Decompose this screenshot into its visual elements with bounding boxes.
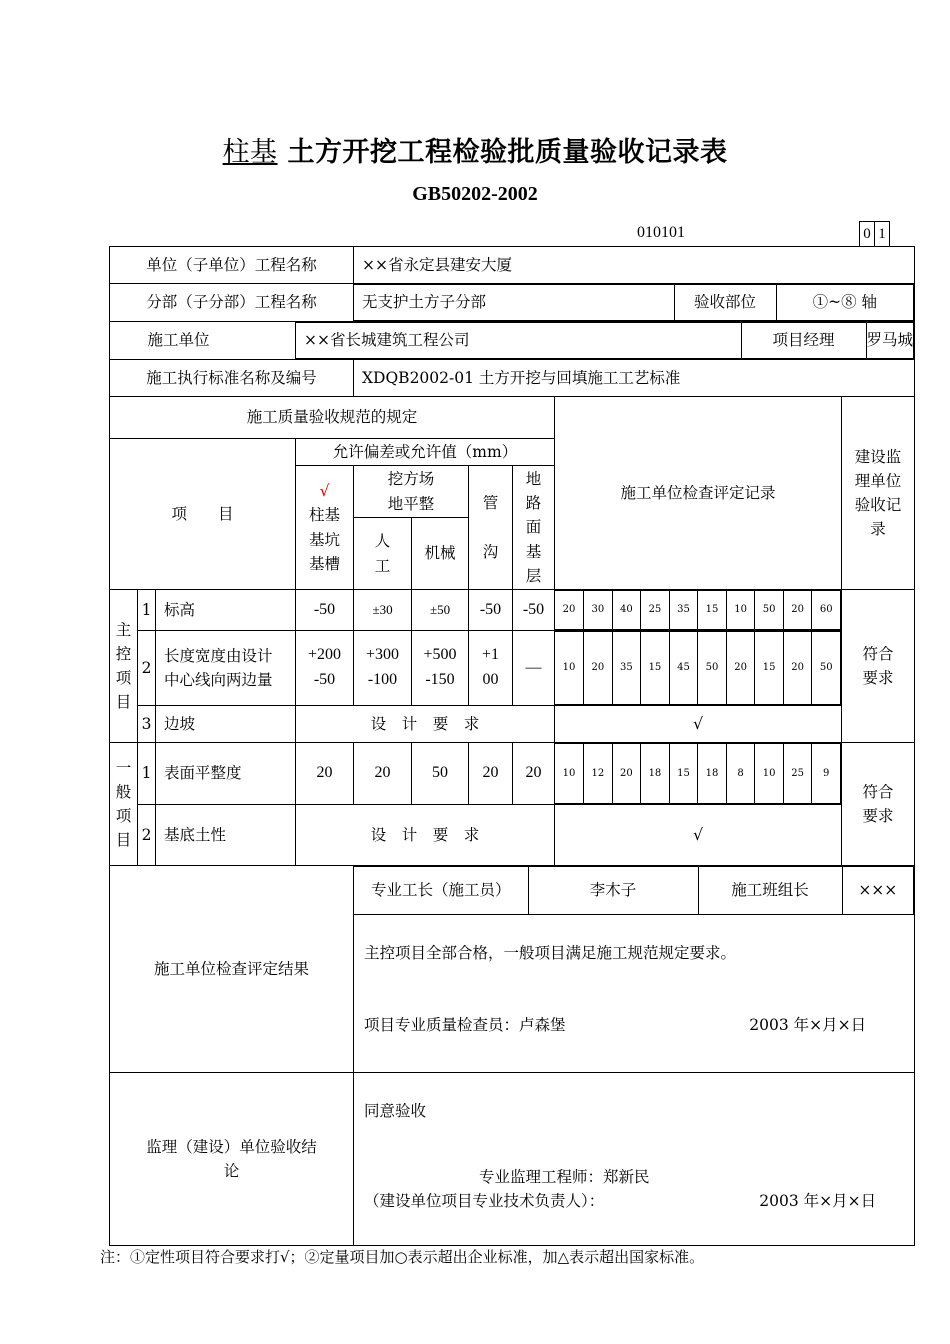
record-value: 15 [669, 744, 698, 804]
tolerance-value: +200 -50 [296, 631, 354, 706]
check-mark: √ [319, 482, 330, 501]
record-header: 施工单位检查评定记录 [555, 397, 842, 590]
item-name: 标高 [156, 590, 296, 631]
record-value: 10 [726, 591, 755, 630]
general-result: 符合 要求 [842, 743, 915, 866]
record-check: √ [555, 805, 842, 866]
contractor-eval-label: 施工单位检查评定结果 [110, 866, 354, 1073]
item-name: 边坡 [156, 706, 296, 743]
pm-label: 项目经理 [741, 323, 866, 359]
col-pipe-header: 管 沟 [469, 466, 513, 590]
record-value: 35 [612, 632, 641, 705]
exec-std-value: XDQB2002-01 土方开挖与回填施工工艺标准 [354, 360, 915, 397]
owner-label: （建设单位项目专业技术负责人）： [364, 1192, 605, 1211]
tolerance-value: ±50 [412, 590, 469, 631]
record-value: 20 [612, 744, 641, 804]
tolerance-value: -50 [296, 590, 354, 631]
supervision-date: 2003 年×月×日 [759, 1192, 877, 1211]
form-code: 010101 [637, 224, 685, 241]
record-value: 20 [584, 632, 613, 705]
record-value: 20 [783, 591, 812, 630]
foreman-value: 李木子 [528, 867, 698, 915]
record-value: 20 [555, 591, 584, 630]
inspector-line [354, 965, 914, 1037]
tolerance-value: +300 -100 [354, 631, 412, 706]
record-value: 12 [584, 744, 613, 804]
team-value: ××× [842, 867, 914, 915]
sub-value: 无支护土方子分部 [354, 285, 674, 321]
item-name: 基底土性 [156, 805, 296, 866]
supervision-conclusion: 同意验收 [364, 1102, 427, 1120]
general-group-label: 一 般 项 目 [110, 743, 138, 866]
contractor-label: 施工单位 [110, 322, 296, 360]
record-value: 40 [612, 591, 641, 630]
record-value: 50 [812, 632, 841, 705]
record-value: 8 [726, 744, 755, 804]
sequence-digit: 1 [874, 222, 889, 246]
main-result: 符合 要求 [842, 590, 915, 743]
page-title [0, 130, 950, 169]
col-road-header: 地 路 面 基 层 [513, 466, 555, 590]
supervision-label: 监理（建设）单位验收结 论 [110, 1073, 354, 1246]
pm-value: 罗马城 [866, 323, 914, 359]
item-no: 1 [138, 590, 156, 631]
record-value: 10 [555, 632, 584, 705]
record-value: 25 [641, 591, 670, 630]
tolerance-value: ±30 [354, 590, 412, 631]
contractor-value: ××省长城建筑工程公司 [296, 323, 741, 359]
record-value: 15 [755, 632, 784, 705]
design-requirement: 设 计 要 求 [296, 706, 555, 743]
contractor-conclusion: 主控项目全部合格，一般项目满足施工规范规定要求。 [364, 944, 737, 962]
tolerance-value: +500 -150 [412, 631, 469, 706]
item-column-header: 项 目 [110, 439, 296, 590]
owner-line [364, 1189, 876, 1213]
part-label: 验收部位 [674, 285, 776, 321]
sequence-box [859, 221, 890, 247]
tolerance-value: 20 [469, 743, 513, 805]
tolerance-value: 20 [296, 743, 354, 805]
col-manual-header: 人 工 [354, 518, 412, 590]
tolerance-header: 允许偏差或允许值（mm） [296, 439, 555, 466]
tolerance-value: — [513, 631, 555, 706]
record-check: √ [555, 706, 842, 743]
main-group-label: 主 控 项 目 [110, 590, 138, 743]
title-rest: 土方开挖工程检验批质量验收记录表 [287, 137, 728, 168]
unit-label: 单位（子单位）工程名称 [110, 247, 354, 284]
col-machine-header: 机械 [412, 518, 469, 590]
team-label: 施工班组长 [698, 867, 842, 915]
record-value: 10 [755, 744, 784, 804]
supervision-engineer: 专业监理工程师：郑新民 [479, 1168, 650, 1187]
record-value: 20 [783, 632, 812, 705]
contractor-date: 2003 年×月×日 [749, 1016, 867, 1035]
record-value: 30 [584, 591, 613, 630]
footnote: 注：①定性项目符合要求打√；②定量项目加○表示超出企业标准，加△表示超出国家标准。 [100, 1248, 705, 1266]
tolerance-value: 20 [354, 743, 412, 805]
tolerance-value: -50 [513, 590, 555, 631]
record-value: 9 [812, 744, 841, 804]
part-value: ①~⑧ 轴 [776, 285, 914, 321]
exec-std-label: 施工执行标准名称及编号 [110, 360, 354, 397]
inspector: 项目专业质量检查员：卢森堡 [364, 1016, 566, 1035]
item-name: 表面平整度 [156, 743, 296, 805]
standard-code: GB50202-2002 [412, 183, 538, 205]
tolerance-value: 50 [412, 743, 469, 805]
record-value: 18 [641, 744, 670, 804]
record-value: 18 [698, 744, 727, 804]
tolerance-value: +1 00 [469, 631, 513, 706]
supervision-header: 建设监 理单位 验收记 录 [842, 397, 915, 590]
item-no: 2 [138, 631, 156, 706]
record-value: 50 [755, 591, 784, 630]
sub-label: 分部（子分部）工程名称 [110, 284, 354, 322]
tolerance-value: 20 [513, 743, 555, 805]
item-no: 3 [138, 706, 156, 743]
col-site-header: 挖方场 地平整 [354, 466, 469, 518]
record-value: 45 [669, 632, 698, 705]
col-pit-header: √ 柱基 基坑 基槽 [296, 466, 354, 590]
record-value: 20 [726, 632, 755, 705]
sequence-digit: 0 [863, 226, 871, 242]
record-value: 15 [641, 632, 670, 705]
tolerance-value: -50 [469, 590, 513, 631]
foreman-label: 专业工长（施工员） [354, 867, 528, 915]
unit-value: ××省永定县建安大厦 [354, 247, 915, 284]
inspection-table [109, 246, 915, 1246]
item-no: 1 [138, 743, 156, 805]
item-name: 长度宽度由设计 中心线向两边量 [156, 631, 296, 706]
design-requirement: 设 计 要 求 [296, 805, 555, 866]
spec-header: 施工质量验收规范的规定 [110, 397, 555, 439]
record-value: 50 [698, 632, 727, 705]
title-underlined: 柱基 [222, 137, 278, 168]
record-value: 25 [783, 744, 812, 804]
record-value: 15 [698, 591, 727, 630]
record-value: 60 [812, 591, 841, 630]
record-value: 35 [669, 591, 698, 630]
item-no: 2 [138, 805, 156, 866]
record-value: 10 [555, 744, 584, 804]
